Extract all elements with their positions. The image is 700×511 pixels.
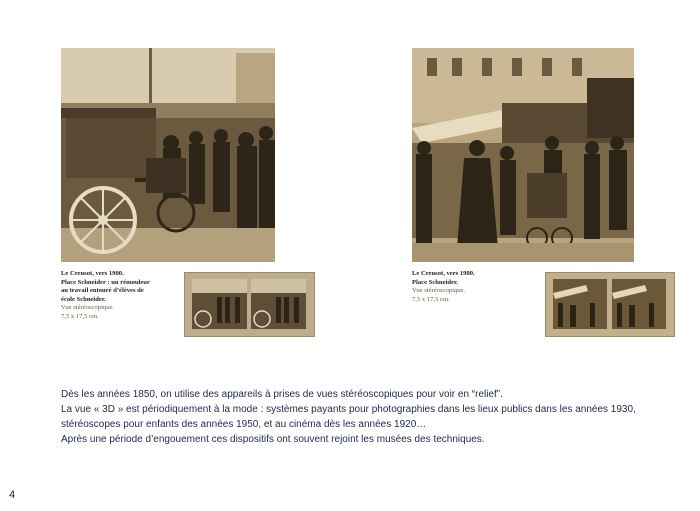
left-caption-title: Le Creusot, vers 1900.: [61, 270, 124, 277]
left-stereo-card: [184, 272, 315, 337]
right-caption: [412, 270, 530, 304]
stereo-card-icon: [185, 273, 314, 336]
left-caption: [61, 270, 179, 322]
left-caption-line3: au travail entouré d’élèves de: [61, 287, 144, 295]
paragraph-3: Après une période d’engouement ces dispositifs ont souvent rejoint les musées des techniques.: [61, 434, 485, 445]
right-caption-note1: Vue stéréoscopique.: [412, 287, 466, 295]
body-text: [61, 387, 681, 447]
paragraph-1: Dès les années 1850, on utilise des appareils à prises de vues stéréoscopiques pour voir en “relief”.: [61, 389, 503, 400]
stereo-card-icon: [546, 273, 674, 336]
left-caption-line4: école Schneider.: [61, 295, 106, 303]
sepia-photo-street-crowd-icon: [412, 48, 634, 262]
left-caption-note2: 7,5 x 17,5 cm.: [61, 312, 99, 320]
right-caption-line2: Place Schneider.: [412, 278, 458, 286]
page-number: 4: [9, 489, 16, 501]
right-caption-note2: 7,5 x 17,5 cm.: [412, 295, 450, 303]
right-photo: [412, 48, 634, 262]
right-stereo-card: [545, 272, 675, 337]
left-photo: [61, 48, 275, 262]
left-caption-note1: Vue stéréoscopique.: [61, 304, 115, 312]
paragraph-2: La vue « 3D » est périodiquement à la mode : systèmes payants pour photographies dans les lieux publics dans les années 1930, stéréoscopes pour enfants des années 1950, et au cinéma dès les années 1920…: [61, 404, 636, 430]
right-caption-title: Le Creusot, vers 1900.: [412, 270, 475, 277]
sepia-photo-cart-crowd-icon: [61, 48, 275, 262]
left-caption-line2: Place Schneider : un rémouleur: [61, 278, 150, 286]
